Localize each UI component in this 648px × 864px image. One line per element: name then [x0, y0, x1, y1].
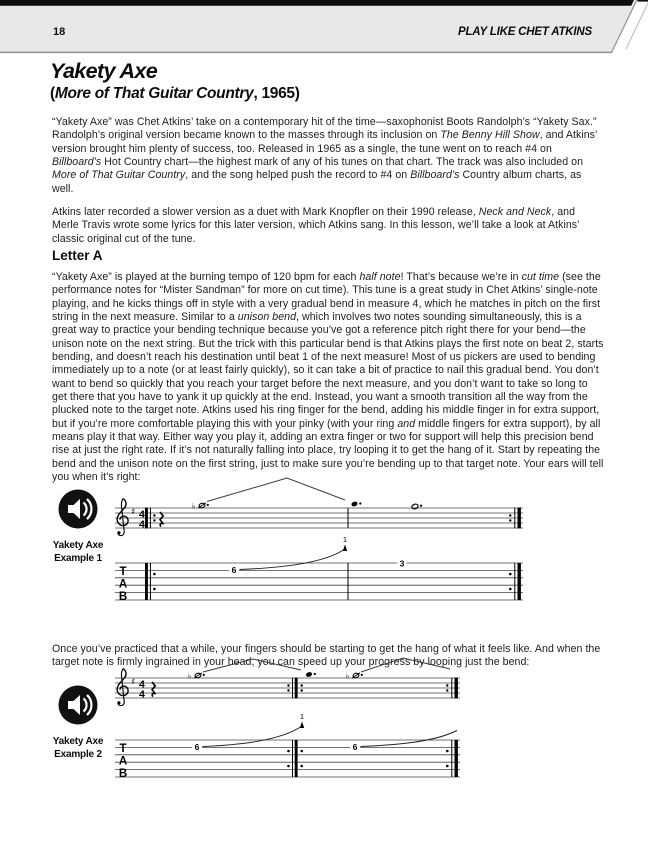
svg-text:4: 4: [139, 688, 145, 701]
time-signature: [139, 679, 145, 701]
key-signature-sharp: ♯: [131, 507, 136, 518]
tab-unison-fret-number: 3: [399, 558, 405, 569]
letter-a-paragraph: “Yakety Axe” is played at the burning tempo of 120 bpm for each half note! That’s because we’re in cut time (see the performance notes for “Mister Sandman” for more on cut time). This tune is a great study in Chet Atkins’ single-note playing, and he kicks things off in style with a very gradual bend in measure 4, which he matches in pitch on the first string in the next measure. Similar to a unison bend, which involves two notes sounding simultaneously, this is a great way to practice your bending technique because you’ve got a reference pitch right there for your bend—the unison note on the next string. But the trick with this particular bend is that Atkins plays the first note on beat 2, starts bending, and doesn’t reach his destination until beat 1 of the next measure! Most of us pickers are used to bending immediately up to a note (or at least fairly quickly), so it can take a bit of practice to nail this gradual bend. You don’t want to bend so quickly that you reach your target before the next measure, and you don’t want to take so long to get there that you have to yank it up quickly at the end. Instead, you want a smooth transition all the way from the plucked note to the target note. Atkins used his ring finger for the bend, adding his middle finger in for extra support, but if you’re more comfortable playing this with your pinky (with your ring and middle fingers for extra support), by all means play it that way. Either way you play it, adding an extra finger or two for support will help this precision bend rise at just the right rate. If it’s not naturally falling into place, try looping it to get the hang of it. Start by repeating the bend and the unison note on the first string, just to make sure you’re bending up to that target note. Your ears will tell you when it’s right:: [52, 271, 604, 484]
svg-text:A: A: [118, 578, 128, 591]
audio-speaker-icon: [56, 487, 100, 531]
tab-end-repeat: [509, 563, 521, 600]
svg-text:B: B: [118, 768, 128, 780]
intro-paragraph-1: “Yakety Axe” was Chet Atkins’ take on a contemporary hit of the time—saxophonist Boots Randolph’s “Yakety Sax.” Randolph’s original version became known to the masses through its inclusion on The Benny Hill Show, and Atkins’ version brought him plenty of success, too. Released in 1965 as a single, the tune went on to reach #4 on Billboard’s Hot Country chart—the highest mark of any of his tunes on that chart. The track was also included on More of That Guitar Country, and the song helped push the record to #4 on Billboard’s Country album charts, as well.: [52, 116, 598, 195]
example-label-number: Example 1: [54, 552, 102, 564]
album-subtitle: (More of That Guitar Country, 1965): [50, 85, 300, 102]
tab-bend-curve: [361, 731, 458, 747]
section-heading-letter-a: Letter A: [52, 248, 103, 263]
tab-bend-curve: [240, 549, 346, 570]
bend-amount-label: 1: [342, 535, 348, 544]
notation-example-2: [112, 655, 536, 795]
bend-hat: [207, 478, 345, 502]
bend-arrowhead: [300, 722, 304, 729]
svg-text:T: T: [119, 566, 127, 578]
notation-example-1: [112, 468, 536, 634]
time-signature: [139, 509, 145, 531]
svg-text:4: 4: [139, 508, 145, 521]
page-number: 18: [53, 26, 66, 38]
bend-target-note: [305, 671, 316, 677]
tab-fret-number: 6: [194, 742, 200, 752]
tab-bend-curve: [203, 726, 303, 747]
bend-hat: [361, 658, 450, 672]
bend-target-note: [351, 501, 362, 507]
practice-paragraph: Once you’ve practiced that a while, your fingers should be starting to get the hang of what it feels like. And when the target note is firmly ingrained in your head, you can speed up your progress by looping just the bend:: [52, 643, 601, 669]
tab-end-repeat: [446, 740, 458, 777]
example-label-number: Example 2: [54, 748, 102, 760]
tab-letters: [119, 743, 127, 780]
unison-half-note: [411, 503, 422, 509]
song-title: Yakety Axe: [50, 59, 158, 83]
svg-text:4: 4: [139, 678, 145, 691]
flat-accidental: ♭: [345, 671, 350, 681]
tab-mid-repeat: [287, 740, 303, 777]
tab-fret-number: 6: [352, 742, 358, 752]
book-title: PLAY LIKE CHET ATKINS: [457, 26, 592, 38]
intro-paragraph-2: Atkins later recorded a slower version as a duet with Mark Knopfler on their 1990 release, Neck and Neck, and Merle Travis wrote some lyrics for this later version, which Atkins sang. In this lesson, we’ll take a look at Atkins’ classic original cut of the tune.: [52, 206, 580, 245]
flat-accidental: ♭: [187, 671, 192, 681]
header-top-bar: [0, 0, 634, 6]
tab-letters: [119, 566, 127, 603]
example-label-song: Yakety Axe: [52, 540, 104, 551]
svg-text:B: B: [118, 591, 128, 603]
tab-staff: [115, 563, 523, 600]
example-1-label: [34, 540, 122, 565]
key-signature-sharp: ♯: [131, 677, 136, 688]
example-label-song: Yakety Axe: [52, 736, 104, 747]
svg-text:A: A: [118, 755, 128, 768]
tab-fret-number: 6: [231, 565, 237, 575]
tab-staff: [115, 740, 460, 777]
notation-staff: [115, 678, 460, 698]
example-2-label: [34, 736, 122, 761]
tab-begin-repeat: [145, 563, 156, 600]
svg-text:4: 4: [139, 518, 145, 531]
bend-arrowhead: [343, 545, 347, 552]
flat-accidental: ♭: [191, 501, 196, 511]
audio-speaker-icon: [56, 683, 100, 727]
notation-staff: [115, 508, 523, 528]
bend-hat: [203, 659, 301, 672]
svg-text:T: T: [119, 743, 127, 755]
bend-amount-label: 1: [299, 712, 305, 721]
